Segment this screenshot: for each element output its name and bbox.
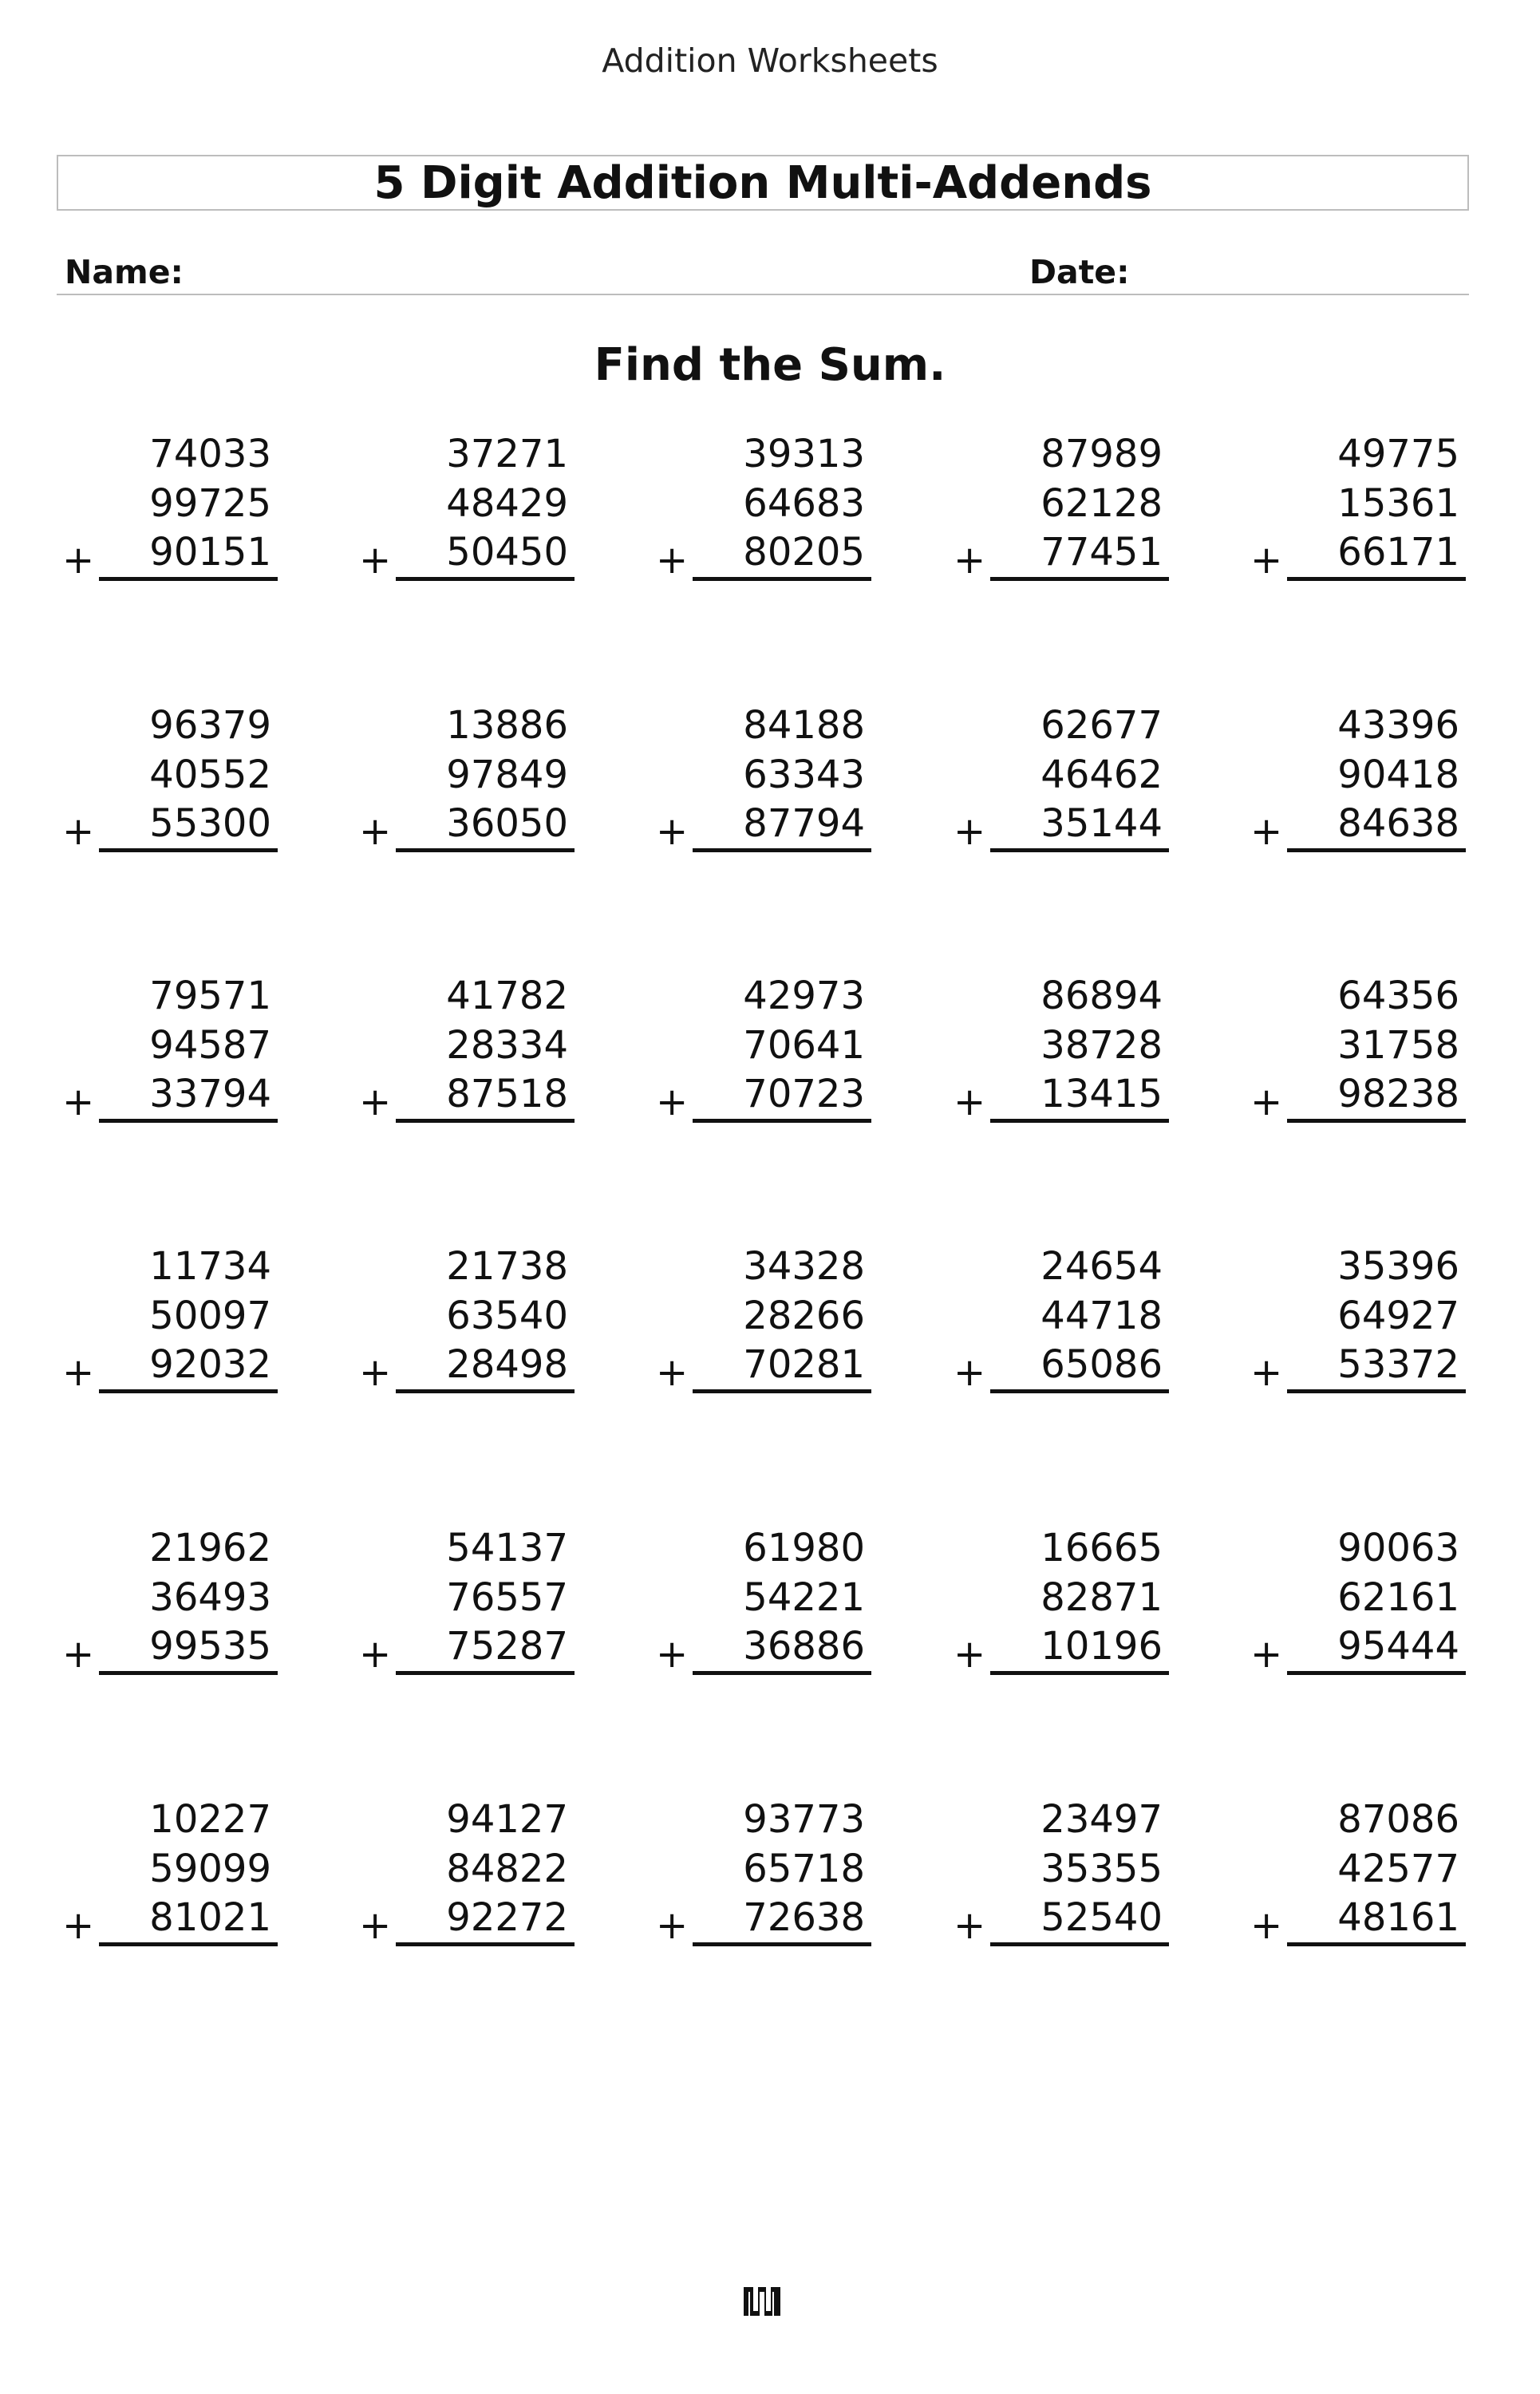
addition-problem <box>954 1526 1169 1689</box>
answer-line <box>99 1389 278 1393</box>
addition-problem <box>954 974 1169 1136</box>
addend-2: 28266 <box>743 1294 865 1338</box>
addend-2: 31758 <box>1337 1023 1459 1068</box>
addend-3: 52540 <box>1040 1895 1163 1940</box>
addend-1: 13886 <box>446 703 568 748</box>
answer-line <box>396 848 575 852</box>
addend-2: 36493 <box>149 1575 271 1620</box>
addition-problem <box>1250 703 1466 866</box>
answer-line <box>396 577 575 581</box>
addend-1: 21962 <box>149 1526 271 1570</box>
addend-2: 42577 <box>1337 1847 1459 1891</box>
addend-3: 70723 <box>743 1072 865 1116</box>
plus-sign: + <box>954 1903 986 1948</box>
addition-problem <box>62 1244 278 1407</box>
plus-sign: + <box>359 1080 392 1124</box>
addend-3: 65086 <box>1040 1342 1163 1387</box>
addend-3: 95444 <box>1337 1624 1459 1669</box>
worksheet-title: 5 Digit Addition Multi-Addends <box>373 156 1152 209</box>
addend-3: 87794 <box>743 801 865 846</box>
addition-problem <box>954 432 1169 595</box>
plus-sign: + <box>656 1632 689 1677</box>
plus-sign: + <box>1250 1350 1283 1395</box>
answer-line <box>693 848 871 852</box>
addend-3: 77451 <box>1040 530 1163 575</box>
addend-2: 94587 <box>149 1023 271 1068</box>
plus-sign: + <box>359 538 392 583</box>
addition-problem <box>359 1244 575 1407</box>
answer-line <box>693 577 871 581</box>
addition-problem <box>954 703 1169 866</box>
plus-sign: + <box>954 538 986 583</box>
answer-line <box>990 1389 1169 1393</box>
answer-line <box>99 848 278 852</box>
addend-3: 87518 <box>446 1072 568 1116</box>
answer-line <box>396 1119 575 1123</box>
plus-sign: + <box>656 538 689 583</box>
plus-sign: + <box>1250 538 1283 583</box>
addend-3: 92272 <box>446 1895 568 1940</box>
plus-sign: + <box>62 809 95 854</box>
addend-2: 46462 <box>1040 753 1163 797</box>
addend-3: 66171 <box>1337 530 1459 575</box>
worksheet-logo-icon <box>742 2284 782 2317</box>
addend-3: 28498 <box>446 1342 568 1387</box>
addend-1: 16665 <box>1040 1526 1163 1570</box>
name-label: Name: <box>65 253 184 291</box>
addend-3: 75287 <box>446 1624 568 1669</box>
addition-problem <box>1250 1797 1466 1960</box>
addition-problem <box>656 1526 871 1689</box>
addend-2: 64927 <box>1337 1294 1459 1338</box>
addition-problem <box>656 703 871 866</box>
addend-1: 23497 <box>1040 1797 1163 1842</box>
answer-line <box>1287 1389 1466 1393</box>
answer-line <box>1287 1671 1466 1675</box>
answer-line <box>99 577 278 581</box>
answer-line <box>990 1119 1169 1123</box>
addend-3: 36886 <box>743 1624 865 1669</box>
addend-1: 37271 <box>446 432 568 476</box>
plus-sign: + <box>359 1632 392 1677</box>
answer-line <box>990 1942 1169 1946</box>
plus-sign: + <box>656 1350 689 1395</box>
plus-sign: + <box>656 1903 689 1948</box>
addend-2: 65718 <box>743 1847 865 1891</box>
addend-3: 98238 <box>1337 1072 1459 1116</box>
addend-2: 90418 <box>1337 753 1459 797</box>
name-date-line <box>57 294 1469 295</box>
addend-2: 15361 <box>1337 481 1459 526</box>
addition-problem <box>359 703 575 866</box>
addend-1: 61980 <box>743 1526 865 1570</box>
addition-problem <box>1250 974 1466 1136</box>
addend-2: 48429 <box>446 481 568 526</box>
addend-3: 55300 <box>149 801 271 846</box>
plus-sign: + <box>359 1903 392 1948</box>
addend-1: 96379 <box>149 703 271 748</box>
addition-problem <box>62 1797 278 1960</box>
addend-2: 28334 <box>446 1023 568 1068</box>
addend-1: 62677 <box>1040 703 1163 748</box>
addend-1: 54137 <box>446 1526 568 1570</box>
plus-sign: + <box>62 1632 95 1677</box>
addend-2: 97849 <box>446 753 568 797</box>
plus-sign: + <box>954 809 986 854</box>
plus-sign: + <box>1250 1903 1283 1948</box>
addend-3: 36050 <box>446 801 568 846</box>
addition-problem <box>359 974 575 1136</box>
plus-sign: + <box>656 809 689 854</box>
addend-2: 54221 <box>743 1575 865 1620</box>
addend-1: 90063 <box>1337 1526 1459 1570</box>
plus-sign: + <box>359 1350 392 1395</box>
addend-3: 90151 <box>149 530 271 575</box>
addend-3: 81021 <box>149 1895 271 1940</box>
addition-problem <box>62 974 278 1136</box>
answer-line <box>396 1671 575 1675</box>
plus-sign: + <box>1250 1632 1283 1677</box>
plus-sign: + <box>954 1080 986 1124</box>
answer-line <box>990 577 1169 581</box>
addend-3: 48161 <box>1337 1895 1459 1940</box>
addend-2: 35355 <box>1040 1847 1163 1891</box>
addend-1: 87989 <box>1040 432 1163 476</box>
addend-3: 92032 <box>149 1342 271 1387</box>
addend-2: 38728 <box>1040 1023 1163 1068</box>
addend-1: 42973 <box>743 974 865 1018</box>
addend-2: 44718 <box>1040 1294 1163 1338</box>
addition-problem <box>62 432 278 595</box>
addend-2: 76557 <box>446 1575 568 1620</box>
addend-3: 53372 <box>1337 1342 1459 1387</box>
addend-2: 62161 <box>1337 1575 1459 1620</box>
answer-line <box>693 1389 871 1393</box>
addition-problem <box>954 1797 1169 1960</box>
addition-problem <box>359 432 575 595</box>
addend-2: 64683 <box>743 481 865 526</box>
addition-problem <box>62 703 278 866</box>
plus-sign: + <box>62 1080 95 1124</box>
answer-line <box>990 848 1169 852</box>
addend-1: 49775 <box>1337 432 1459 476</box>
addend-2: 99725 <box>149 481 271 526</box>
addition-problem <box>1250 1244 1466 1407</box>
answer-line <box>693 1942 871 1946</box>
addition-problem <box>62 1526 278 1689</box>
answer-line <box>99 1942 278 1946</box>
addend-1: 41782 <box>446 974 568 1018</box>
addend-2: 62128 <box>1040 481 1163 526</box>
addend-3: 33794 <box>149 1072 271 1116</box>
site-title: Addition Worksheets <box>602 41 938 80</box>
plus-sign: + <box>359 809 392 854</box>
plus-sign: + <box>62 1350 95 1395</box>
addend-1: 21738 <box>446 1244 568 1289</box>
answer-line <box>1287 577 1466 581</box>
addend-3: 13415 <box>1040 1072 1163 1116</box>
answer-line <box>396 1942 575 1946</box>
instruction: Find the Sum. <box>594 339 946 391</box>
answer-line <box>693 1671 871 1675</box>
addend-2: 63540 <box>446 1294 568 1338</box>
addend-3: 80205 <box>743 530 865 575</box>
addend-3: 35144 <box>1040 801 1163 846</box>
addend-1: 84188 <box>743 703 865 748</box>
addend-3: 84638 <box>1337 801 1459 846</box>
addition-problem <box>359 1797 575 1960</box>
addend-3: 99535 <box>149 1624 271 1669</box>
addend-1: 74033 <box>149 432 271 476</box>
addend-2: 40552 <box>149 753 271 797</box>
addend-2: 63343 <box>743 753 865 797</box>
addend-1: 64356 <box>1337 974 1459 1018</box>
addition-problem <box>1250 1526 1466 1689</box>
plus-sign: + <box>62 538 95 583</box>
addend-2: 59099 <box>149 1847 271 1891</box>
addition-problem <box>656 432 871 595</box>
addend-1: 24654 <box>1040 1244 1163 1289</box>
plus-sign: + <box>1250 809 1283 854</box>
answer-line <box>396 1389 575 1393</box>
addition-problem <box>1250 432 1466 595</box>
addend-3: 10196 <box>1040 1624 1163 1669</box>
addend-2: 82871 <box>1040 1575 1163 1620</box>
addition-problem <box>656 1797 871 1960</box>
addition-problem <box>656 974 871 1136</box>
plus-sign: + <box>656 1080 689 1124</box>
addend-3: 50450 <box>446 530 568 575</box>
plus-sign: + <box>954 1350 986 1395</box>
addend-3: 72638 <box>743 1895 865 1940</box>
plus-sign: + <box>62 1903 95 1948</box>
addition-problem <box>954 1244 1169 1407</box>
addend-1: 87086 <box>1337 1797 1459 1842</box>
answer-line <box>693 1119 871 1123</box>
addend-1: 10227 <box>149 1797 271 1842</box>
addend-1: 43396 <box>1337 703 1459 748</box>
answer-line <box>99 1671 278 1675</box>
addend-1: 35396 <box>1337 1244 1459 1289</box>
worksheet-title-box <box>57 155 1469 211</box>
plus-sign: + <box>954 1632 986 1677</box>
addend-2: 84822 <box>446 1847 568 1891</box>
plus-sign: + <box>1250 1080 1283 1124</box>
date-label: Date: <box>1029 253 1130 291</box>
addition-problem <box>359 1526 575 1689</box>
addend-1: 86894 <box>1040 974 1163 1018</box>
answer-line <box>1287 848 1466 852</box>
addend-3: 70281 <box>743 1342 865 1387</box>
addend-1: 11734 <box>149 1244 271 1289</box>
addend-2: 70641 <box>743 1023 865 1068</box>
answer-line <box>990 1671 1169 1675</box>
addend-1: 39313 <box>743 432 865 476</box>
addend-1: 93773 <box>743 1797 865 1842</box>
addition-problem <box>656 1244 871 1407</box>
answer-line <box>1287 1942 1466 1946</box>
answer-line <box>1287 1119 1466 1123</box>
addend-2: 50097 <box>149 1294 271 1338</box>
addend-1: 34328 <box>743 1244 865 1289</box>
addend-1: 94127 <box>446 1797 568 1842</box>
addend-1: 79571 <box>149 974 271 1018</box>
answer-line <box>99 1119 278 1123</box>
